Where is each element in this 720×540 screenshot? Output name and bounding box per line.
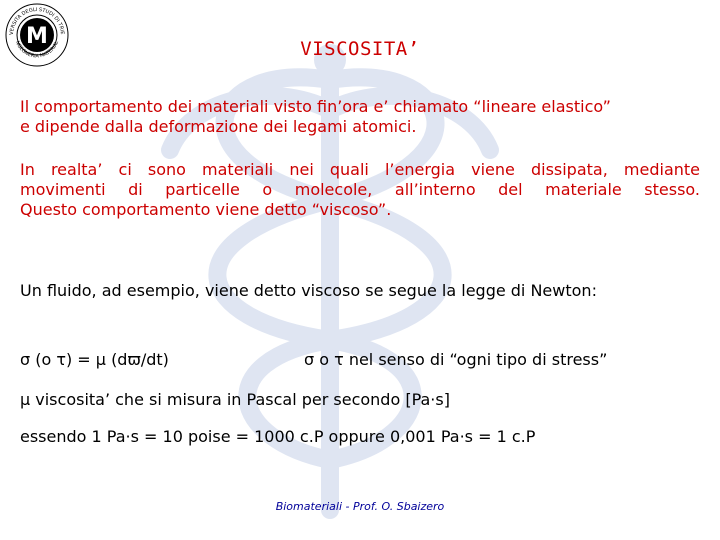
paragraph-elastic-line-2: e dipende dalla deformazione dei legami atomici. <box>20 117 417 136</box>
logo-monogram: M <box>26 24 48 49</box>
unit-conversion-line: essendo 1 Pa·s = 10 poise = 1000 c.P oppure 0,001 Pa·s = 1 c.P <box>20 427 536 446</box>
paragraph-viscous-line-3: Questo comportamento viene detto “viscoso”. <box>20 200 392 219</box>
logo-ring-bottom-text: NGEGNERIA MATERIAL <box>13 40 61 60</box>
slide-title: VISCOSITA’ <box>300 38 420 60</box>
logo-ring-top-text: VERSITA DEGLI STUDI DI TRIE <box>8 6 66 36</box>
newton-formula: σ (o τ) = μ (dϖ/dt) <box>20 350 169 369</box>
paragraph-elastic-line-1: Il comportamento dei materiali visto fin’ora e’ chiamato “lineare elastico” <box>20 97 611 116</box>
paragraph-newton: Un fluido, ad esempio, viene detto viscoso se segue la legge di Newton: <box>20 281 597 300</box>
paragraph-viscous-line-2: movimenti di particelle o molecole, all’interno del materiale stesso. <box>20 180 700 199</box>
paragraph-viscous-line-1: In realta’ ci sono materiali nei quali l’energia viene dissipata, mediante <box>20 160 700 179</box>
paragraph-elastic <box>20 97 700 137</box>
viscosity-unit-line: μ viscosita’ che si misura in Pascal per secondo [Pa·s] <box>20 390 450 409</box>
paragraph-viscous <box>20 160 700 220</box>
slide-footer: Biomateriali - Prof. O. Sbaizero <box>275 500 445 513</box>
formula-note: σ o τ nel senso di “ogni tipo di stress” <box>304 350 608 369</box>
